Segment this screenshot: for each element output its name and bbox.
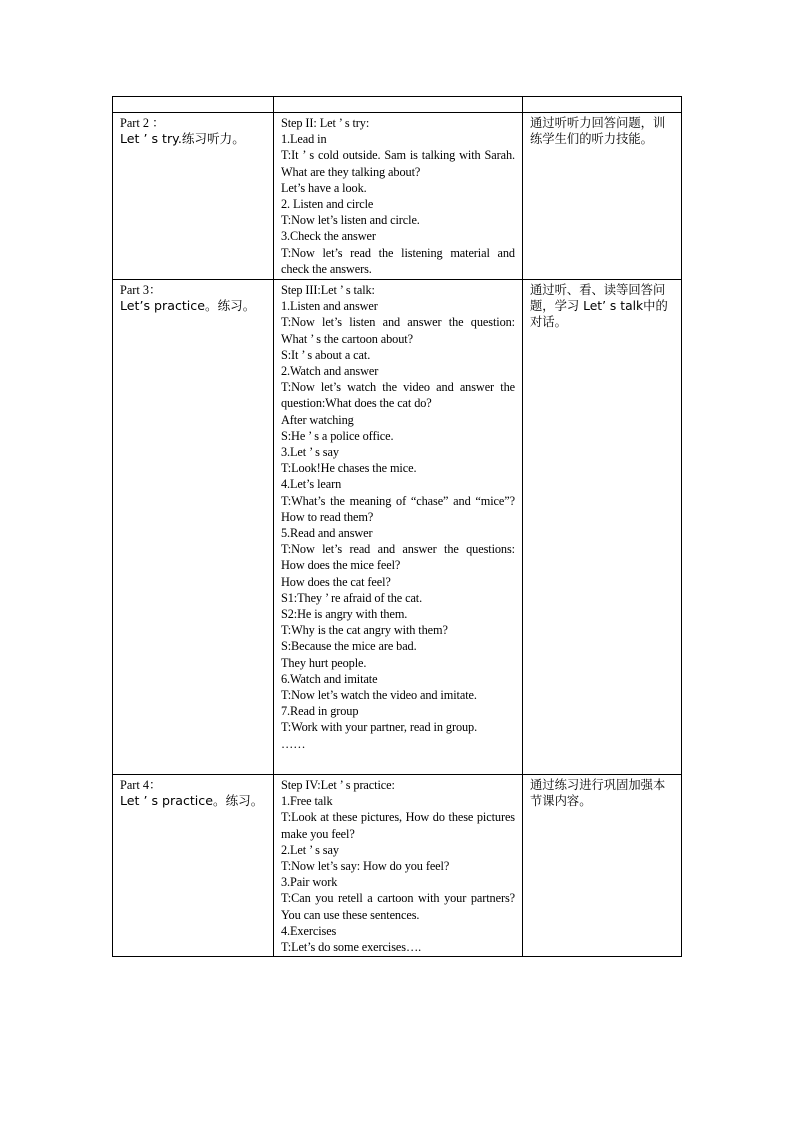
step-line: T:Now let’s read the listening material and check the answers. <box>281 245 515 276</box>
step-line: 2. Listen and circle <box>281 197 374 212</box>
step-line: T:Now let’s listen and answer the question: What ’ s the cartoon about? <box>281 315 515 346</box>
part-title: Part 2 ： <box>120 116 165 130</box>
table-cell <box>523 97 682 113</box>
step-line: 2.Let ’ s say <box>281 842 339 857</box>
step-line: 3.Let ’ s say <box>281 445 339 460</box>
part-subtitle: Let ’ s try.练习听力。 <box>120 131 245 147</box>
step-line: Step III:Let ’ s talk: <box>281 283 375 297</box>
intent-cell: 通过听听力回答问题，训练学生们的听力技能。 <box>523 113 682 280</box>
step-line: After watching <box>281 412 354 427</box>
part-subtitle: Let’s practice。练习。 <box>120 298 256 314</box>
step-line: T:Now let’s say: How do you feel? <box>281 859 450 874</box>
step-line: 7.Read in group <box>281 704 359 719</box>
part-cell <box>113 280 274 775</box>
intent-cell: 通过听、看、读等回答问题，学习 Let’ s talk中的对话。 <box>523 280 682 775</box>
step-line: Step II: Let ’ s try: <box>281 116 370 130</box>
step-line: T:Look!He chases the mice. <box>281 461 417 476</box>
part-cell <box>113 113 274 280</box>
step-line: T:Work with your partner, read in group. <box>281 720 478 735</box>
lesson-plan-table <box>112 96 682 957</box>
table-row <box>113 280 682 775</box>
step-line: S1:They ’ re afraid of the cat. <box>281 590 423 605</box>
intent-cell: 通过练习进行巩固加强本节课内容。 <box>523 775 682 957</box>
part-subtitle: Let ’ s practice。练习。 <box>120 793 264 809</box>
step-line: T:Look at these pictures, How do these pictures make you feel? <box>281 810 515 841</box>
step-line: 1.Listen and answer <box>281 299 378 314</box>
step-line: T:It ’ s cold outside. Sam is talking with Sarah. What are they talking about? <box>281 148 515 179</box>
step-line: 6.Watch and imitate <box>281 671 378 686</box>
step-line: 1.Lead in <box>281 132 327 147</box>
part-title: Part 3： <box>120 283 162 297</box>
step-line: S2:He is angry with them. <box>281 607 408 622</box>
step-line: 3.Pair work <box>281 875 338 890</box>
step-line: 5.Read and answer <box>281 526 373 541</box>
step-line: S:He ’ s a police office. <box>281 428 394 443</box>
step-line: T:Now let’s read and answer the questions: How does the mice feel? <box>281 542 515 573</box>
step-line: T:Let’s do some exercises…. <box>281 940 422 955</box>
part-title: Part 4： <box>120 778 162 792</box>
part-cell <box>113 775 274 957</box>
step-line: 4.Exercises <box>281 923 337 938</box>
table-cell <box>113 97 274 113</box>
step-line: 3.Check the answer <box>281 229 376 244</box>
step-line: Let’s have a look. <box>281 180 367 195</box>
step-line: S:It ’ s about a cat. <box>281 347 371 362</box>
step-line: T:Now let’s watch the video and answer the question:What does the cat do? <box>281 380 515 411</box>
step-line: Step IV:Let ’ s practice: <box>281 778 395 792</box>
step-line: 2.Watch and answer <box>281 364 379 379</box>
step-line: 1.Free talk <box>281 794 333 809</box>
step-line: T:Now let’s watch the video and imitate. <box>281 688 477 703</box>
table-row <box>113 775 682 957</box>
step-cell <box>274 280 523 775</box>
step-line: T:What’s the meaning of “chase” and “mice”? How to read them? <box>281 493 515 524</box>
table-row <box>113 113 682 280</box>
step-line: T:Can you retell a cartoon with your partners?You can use these sentences. <box>281 891 515 922</box>
step-cell <box>274 113 523 280</box>
table-header-row <box>113 97 682 113</box>
step-line: How does the cat feel? <box>281 574 391 589</box>
table-cell <box>274 97 523 113</box>
step-cell <box>274 775 523 957</box>
step-line: T:Why is the cat angry with them? <box>281 623 448 638</box>
step-line: They hurt people. <box>281 655 367 670</box>
step-line: S:Because the mice are bad. <box>281 639 417 654</box>
step-line: T:Now let’s listen and circle. <box>281 213 420 228</box>
step-line: …… <box>281 736 306 751</box>
step-line: 4.Let’s learn <box>281 477 342 492</box>
